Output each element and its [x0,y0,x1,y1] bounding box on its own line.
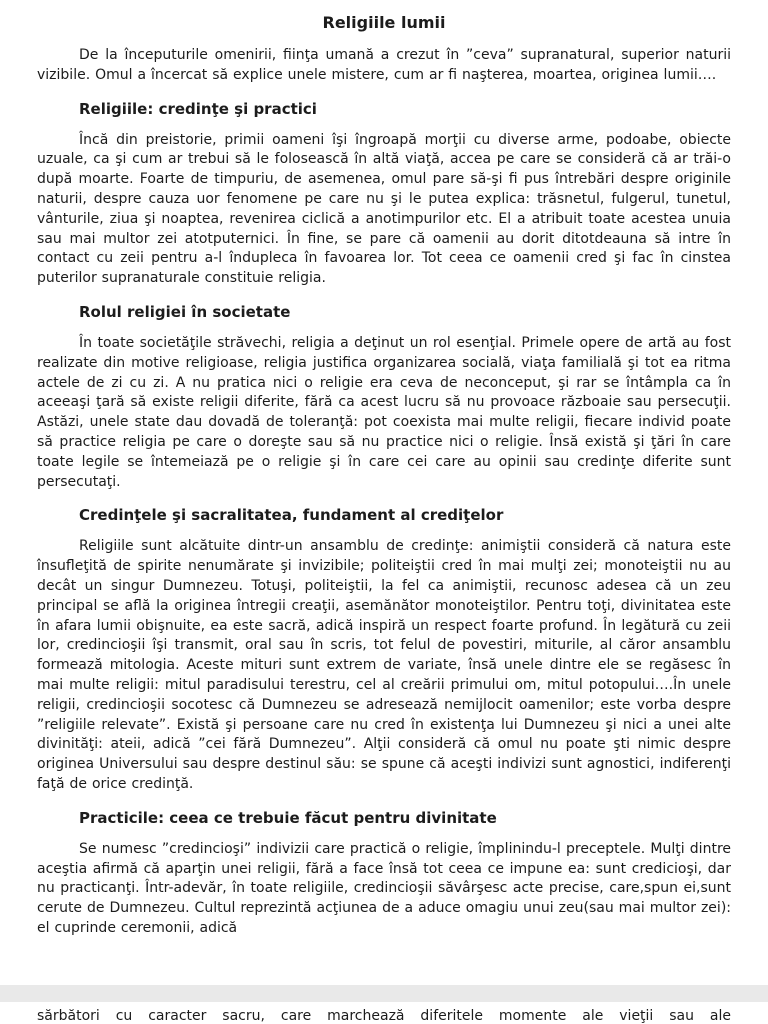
intro-paragraph: De la începuturile omenirii, fiinţa umană a crezut în ”ceva” supranatural, superior naturii vizibile. Omul a încercat să explice unele mistere, cum ar fi naşterea, moartea, originea lumii…. [37,47,731,83]
section-paragraph-role-society: În toate societăţile străvechi, religia a deţinut un rol esenţial. Primele opere de artă au fost realizate din motive religioase, religia justifica organizarea socială, viaţa familială şi tot ea ritma actele de zi cu zi. A nu pratica nici o religie era ceva de neconceput, şi rar se întâmpla ca în aceeaşi ţară să existe religii diferite, fără ca acest lucru să nu provoace războaie sau persecuţii. Astăzi, unele state dau dovadă de toleranţă: pot coexista mai multe religii, fiecare individ poate să practice religia pe care o doreşte sau să nu practice nici o religie. Însă există şi ţări în care toate legile se întemeiază pe o religie şi în care cei care au opinii sau credinţe diferite sunt persecutaţi. [37,334,731,490]
section-paragraph-sacrality: Religiile sunt alcătuite dintr-un ansamblu de credinţe: animiştii consideră că natura este însufleţită de spirite nenumărate şi invizibile; politeiştii cred în mai mulţi zei; monoteiştii nu au decât un singur Dumnezeu. Totuşi, politeiştii, la fel ca animiştii, recunosc adesea că un zeu principal se află la originea întregii creaţii, asemănător monoteiştilor. Pentru toţi, divinitatea este în afara lumii obişnuite, ea este sacră, adică inspiră un respect foarte profund. În legătură cu zeii lor, credincioşii îşi transmit, oral sau în scris, tot felul de povestiri, miturile, al căror ansamblu formează mitologia. Aceste mituri sunt extrem de variate, însă unele dintre ele se regăsesc în mai multe religii: mitul paradisului terestru, cel al creării primului om, mitul potopului….În unele religii, credincioşii socotesc că Dumnezeu se adresează nemijlocit oamenilor; este vorba despre ”religiile relevate”. Există şi persoane care nu cred în existenţa lui Dumnezeu şi nici a unei alte divinităţi: ateii, adică ”cei fără Dumnezeu”. Alţii consideră că omul nu poate şti nimic despre originea Universului sau despre destinul său: se spune că aceşti indivizi sunt agnostici, indiferenţi faţă de orice credinţă. [37,538,731,792]
section-paragraph-beliefs-practices: Încă din preistorie, primii oameni îşi îngroapă morţii cu diverse arme, podoabe, obiecte uzuale, ca şi cum ar trebui să le folosească în altă viaţă, accea pe care se consideră că ar trăi-o după moarte. Foarte de timpuriu, de asemenea, omul pare să-şi fi pus întrebări despre originile naturii, despre cauza uor fenomene pe care nu şi le putea explica: trăsnetul, fulgerul, tunetul, vânturile, ziua şi noaptea, revenirea ciclică a anotimpurilor etc. El a atribuit toate acestea unuia sau mai multor zei atotputernici. În fine, se pare că oamenii au dorit ditotdeauna să intre în contact cu zeii pentru a-l îndupleca în favoarea lor. Tot ceea ce oamenii cred şi fac în cinstea puterilor supranaturale constituie religia. [37,131,731,287]
section-heading-role-society: Rolul religiei în societate [79,302,291,321]
section-heading-practices-divinity: Practicile: ceea ce trebuie făcut pentru divinitate [79,808,497,827]
section-heading-beliefs-practices: Religiile: credinţe şi practici [79,99,317,118]
document-page-2 [37,1007,731,1024]
section-heading-sacrality: Credinţele şi sacralitatea, fundament al crediţelor [79,506,504,525]
section-paragraph-practices-divinity: Se numesc ”credincioşi” indivizii care practică o religie, împlinindu-l preceptele. Mulţi dintre aceştia afirmă că aparţin unei religii, fără a face însă tot ceea ce impune ea: sunt credicioşi, dar nu practicanţi. Într-adevăr, în toate religiile, credincioşii săvârşesc acte precise, care,spun ei,sunt cerute de Dumnezeu. Cultul reprezintă acţiunea de a aduce omagiu unui zeu(sau mai multor zei): el cuprinde ceremonii, adică [37,840,731,936]
document-title: Religiile lumii [322,13,446,32]
page-break-separator [0,985,768,1002]
next-page-partial-line: sărbători cu caracter sacru, care marchează diferitele momente ale vieţii sau ale [37,1008,731,1024]
